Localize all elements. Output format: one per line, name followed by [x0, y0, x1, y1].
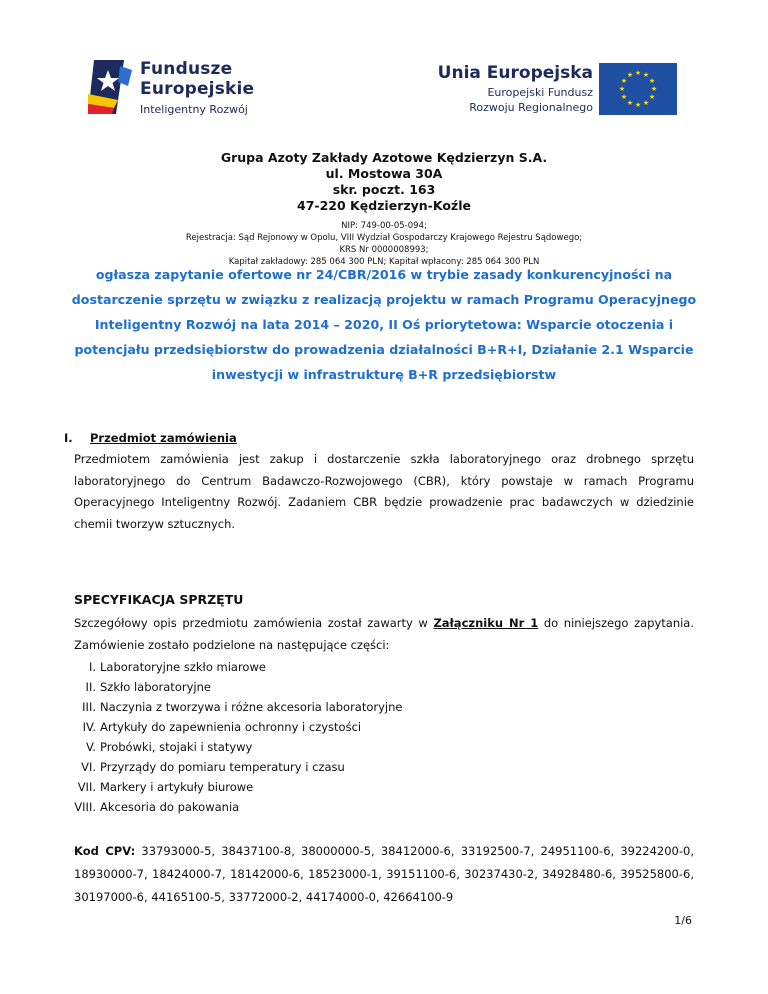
company-krs: KRS Nr 0000008993;: [339, 245, 429, 255]
list-item: [74, 797, 694, 817]
list-item: [74, 717, 694, 737]
page-number: 1/6: [674, 914, 692, 927]
fundusze-europejskie-logo: [88, 52, 298, 122]
svg-text:★: ★: [648, 77, 656, 85]
svg-text:★: ★: [626, 71, 634, 79]
cpv-label: Kod CPV:: [74, 844, 136, 858]
list-item-text: Naczynia z tworzywa i różne akcesoria laboratoryjne: [100, 700, 403, 714]
svg-text:★: ★: [642, 71, 650, 79]
eu-flag-icon: [599, 63, 677, 115]
list-item-text: Artykuły do zapewnienia ochronny i czystości: [100, 720, 362, 734]
fundusze-europejskie-emblem-icon: [88, 56, 132, 116]
svg-text:★: ★: [648, 93, 656, 101]
company-nip: NIP: 749-00-05-094;: [341, 221, 427, 231]
list-item-text: Szkło laboratoryjne: [100, 680, 211, 694]
section-1-title: Przedmiot zamówienia: [90, 431, 237, 445]
logo-left-line1: Fundusze: [140, 59, 233, 79]
list-item: [74, 777, 694, 797]
list-item-number: VIII.: [74, 800, 96, 814]
section-1-heading: [64, 431, 237, 445]
section-1-body: Przedmiotem zamówienia jest zakup i dostarczenie szkła laboratoryjnego oraz drobnego sprzętu laboratoryjnego do Centrum Badawczo-Rozwojowego (CBR), który powstaje w ramach Programu Operacyjnego Inteligentny Rozwój. Zadaniem CBR będzie prowadzenie prac badawczych w dziedzinie chemii tworzyw sztucznych.: [74, 452, 694, 531]
list-item-number: I.: [88, 660, 96, 674]
list-item: [74, 757, 694, 777]
logo-left-line2: Europejskie: [140, 79, 255, 99]
list-item: [74, 697, 694, 717]
svg-text:★: ★: [626, 99, 634, 107]
list-item-text: Laboratoryjne szkło miarowe: [100, 660, 266, 674]
list-item-number: IV.: [82, 720, 96, 734]
cpv-codes: [74, 840, 694, 909]
list-item: [74, 677, 694, 697]
logo-left-line3: Inteligentny Rozwój: [140, 103, 248, 116]
svg-text:★: ★: [618, 85, 626, 93]
list-item-number: III.: [82, 700, 96, 714]
unia-europejska-logo: [425, 63, 685, 123]
list-item-text: Probówki, stojaki i statywy: [100, 740, 253, 754]
company-city: 47-220 Kędzierzyn-Koźle: [297, 198, 471, 213]
list-item-number: II.: [85, 680, 96, 694]
announcement-text: ogłasza zapytanie ofertowe nr 24/CBR/2016 w trybie zasady konkurencyjności na dostarczenie sprzętu w związku z realizacją projektu w ramach Programu Operacyjnego Inteligentny Rozwój na lata 2014 – 2020, II Oś priorytetowa: Wsparcie otoczenia i potencjału przedsiębiorstw do prowadzenia działalności B+R+I, Działanie 2.1 Wsparcie inwestycji w infrastrukturę B+R przedsiębiorstw: [71, 267, 697, 382]
list-item-number: VI.: [81, 760, 96, 774]
list-item: [74, 737, 694, 757]
list-item-number: V.: [85, 740, 96, 754]
logo-right-line3: Rozwoju Regionalnego: [469, 101, 593, 114]
spec-title: SPECYFIKACJA SPRZĘTU: [74, 592, 244, 607]
svg-text:★: ★: [650, 85, 658, 93]
company-capital: Kapitał zakładowy: 285 064 300 PLN; Kapitał wpłacony: 285 064 300 PLN: [228, 257, 540, 267]
svg-text:★: ★: [634, 101, 642, 109]
list-item-text: Markery i artykuły biurowe: [100, 780, 254, 794]
spec-intro-after: do niniejszego zapytania. Zamówienie zostało podzielone na następujące części:: [74, 616, 694, 652]
section-1-number: I.: [64, 431, 73, 445]
company-street: ul. Mostowa 30A: [325, 166, 443, 181]
company-block: [0, 150, 768, 268]
svg-text:★: ★: [634, 69, 642, 77]
parts-list: [74, 657, 694, 817]
svg-text:★: ★: [620, 77, 628, 85]
logo-right-line2: Europejski Fundusz: [487, 86, 593, 99]
list-item-number: VII.: [77, 780, 96, 794]
list-item-text: Akcesoria do pakowania: [100, 800, 240, 814]
attachment-reference: Załączniku Nr 1: [433, 616, 539, 630]
company-po-box: skr. poczt. 163: [332, 182, 436, 197]
spec-intro-before: Szczegółowy opis przedmiotu zamówienia został zawarty w: [74, 616, 434, 630]
spec-intro: [74, 613, 694, 656]
company-name: Grupa Azoty Zakłady Azotowe Kędzierzyn S.A.: [220, 150, 548, 165]
cpv-code-list: 33793000-5, 38437100-8, 38000000-5, 38412000-6, 33192500-7, 24951100-6, 39224200-0, 18930000-7, 18424000-7, 18142000-6, 18523000-1, 39151100-6, 30237430-2, 34928480-6, 39525800-6, 30197000-6, 44165100-5, 33772000-2, 44174000-0, 42664100-9: [74, 844, 694, 904]
svg-text:★: ★: [620, 93, 628, 101]
svg-text:★: ★: [642, 99, 650, 107]
logo-right-line1: Unia Europejska: [437, 63, 593, 83]
list-item-text: Przyrządy do pomiaru temperatury i czasu: [100, 760, 345, 774]
list-item: [74, 657, 694, 677]
company-registration: Rejestracja: Sąd Rejonowy w Opolu, VIII Wydział Gospodarczy Krajowego Rejestru Sądowego;: [185, 233, 583, 243]
